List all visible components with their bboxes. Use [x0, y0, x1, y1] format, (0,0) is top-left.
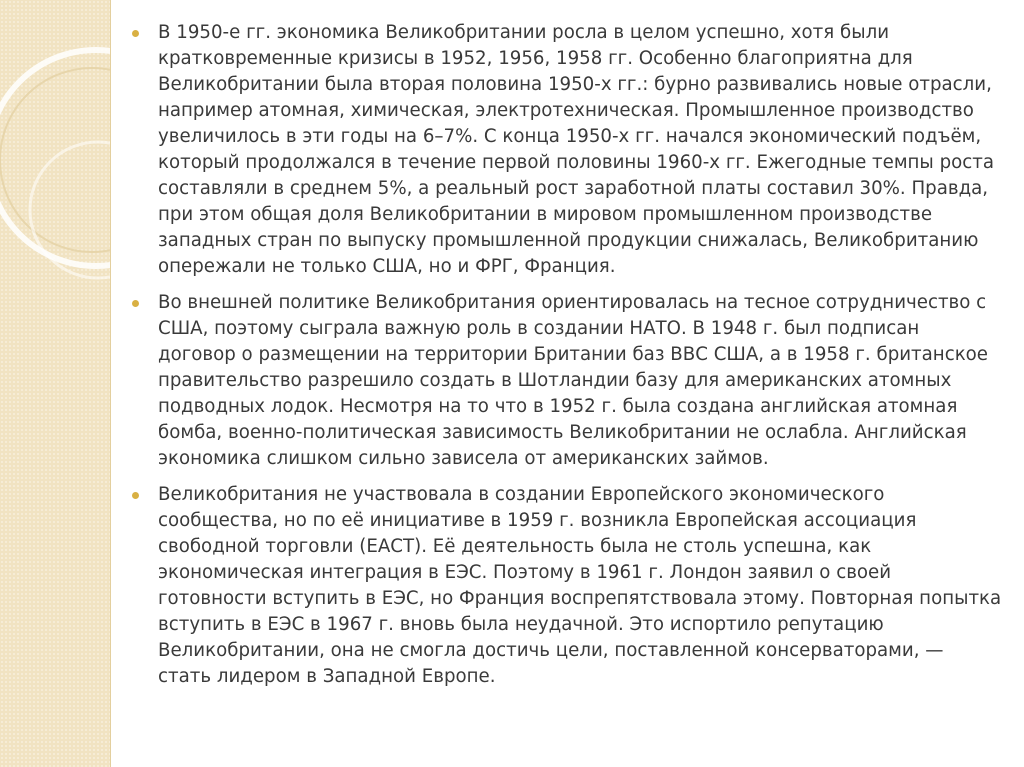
side-strip-edge	[110, 0, 111, 767]
bullet-item-foreign-policy	[122, 290, 1002, 472]
bullet-item-economy	[122, 20, 1002, 280]
bullet-list	[122, 20, 1002, 690]
slide-content	[122, 20, 1002, 700]
paragraph-text: Великобритания не участвовала в создании Европейского экономического сообщества, но по её инициативе в 1959 г. возникла Европейская ассоциация свободной торговли (ЕАСТ). Её деятельность была не столь успешна, как экономическая интеграция в ЕЭС. Поэтому в 1961 г. Лондон заявил о своей готовности вступить в ЕЭС, но Франция воспрепятствовала этому. Повторная попытка вступить в ЕЭС в 1967 г. вновь была неудачной. Это испортило репутацию Великобритании, она не смогла достичь цели, поставленной консерваторами, — стать лидером в Западной Европе.	[158, 484, 1002, 687]
circle-rings-decoration	[0, 0, 111, 767]
bullet-item-european-integration	[122, 482, 1002, 690]
decorative-side-strip	[0, 0, 111, 767]
bullet-dot-icon	[132, 300, 139, 307]
paragraph-text: Во внешней политике Великобритания ориентировалась на тесное сотрудничество с США, поэтому сыграла важную роль в создании НАТО. В 1948 г. был подписан договор о размещении на территории Британии баз ВВС США, а в 1958 г. британское правительство разрешило создать в Шотландии базу для американских атомных подводных лодок. Несмотря на то что в 1952 г. была создана английская атомная бомба, военно-политическая зависимость Великобритании не ослабла. Английская экономика слишком сильно зависела от американских займов.	[158, 292, 988, 469]
paragraph-text: В 1950-е гг. экономика Великобритании росла в целом успешно, хотя были кратковременные кризисы в 1952, 1956, 1958 гг. Особенно благоприятна для Великобритании была вторая половина 1950-х гг.: бурно развивались новые отрасли, например атомная, химическая, электротехническая. Промышленное производство увеличилось в эти годы на 6–7%. С конца 1950-х гг. начался экономический подъём, который продолжался в течение первой половины 1960-х гг. Ежегодные темпы роста составляли в среднем 5%, а реальный рост заработной платы составил 30%. Правда, при этом общая доля Великобритании в мировом промышленном производстве западных стран по выпуску промышленной продукции снижалась, Великобританию опережали не только США, но и ФРГ, Франция.	[158, 22, 994, 277]
bullet-dot-icon	[132, 30, 139, 37]
bullet-dot-icon	[132, 492, 139, 499]
